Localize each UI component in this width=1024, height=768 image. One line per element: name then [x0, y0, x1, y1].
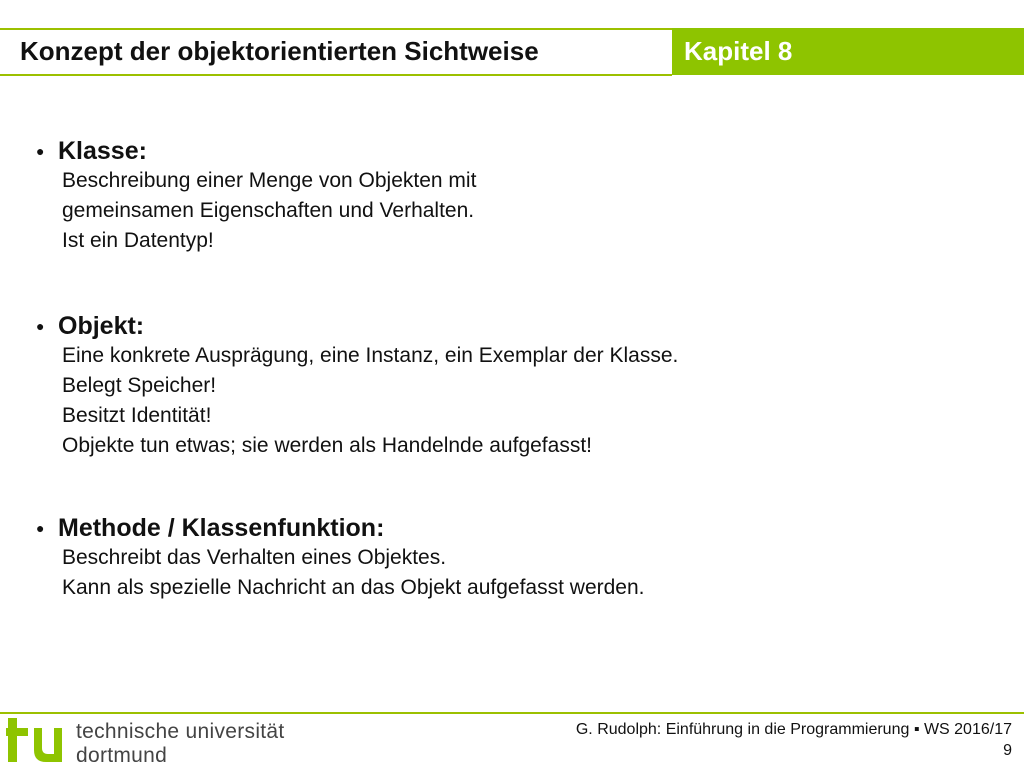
section-methode: [36, 513, 645, 603]
slide-title: Konzept der objektorientierten Sichtweise: [20, 36, 539, 66]
bullet-icon: ●: [36, 520, 45, 536]
section-objekt: [36, 311, 678, 461]
chapter-label: Kapitel 8: [684, 36, 793, 66]
body-line: Ist ein Datentyp!: [62, 229, 214, 252]
heading-text: Klasse:: [58, 137, 147, 165]
heading-text: Objekt:: [58, 312, 145, 340]
footer-rule: [0, 712, 1024, 714]
section-heading: [36, 136, 476, 166]
section-heading: [36, 513, 645, 543]
logo-text-line2: dortmund: [76, 744, 168, 767]
heading-text: Methode / Klassenfunktion:: [58, 514, 385, 542]
body-line: Eine konkrete Ausprägung, eine Instanz, ein Exemplar der Klasse.: [62, 344, 679, 367]
bullet-icon: ●: [36, 318, 45, 334]
body-line: Kann als spezielle Nachricht an das Objekt aufgefasst werden.: [62, 576, 645, 599]
body-line: Beschreibt das Verhalten eines Objektes.: [62, 546, 447, 569]
page-number: 9: [1003, 742, 1012, 759]
body-line: Besitzt Identität!: [62, 404, 212, 427]
chapter-badge: [672, 28, 1024, 75]
footer-credit: G. Rudolph: Einführung in die Programmierung ▪ WS 2016/17: [575, 721, 1012, 738]
section-klasse: [36, 136, 476, 256]
body-line: Belegt Speicher!: [62, 374, 217, 397]
body-line: gemeinsamen Eigenschaften und Verhalten.: [62, 199, 475, 222]
bullet-icon: ●: [36, 143, 45, 159]
section-heading: [36, 311, 678, 341]
body-line: Beschreibung einer Menge von Objekten mit: [62, 169, 477, 192]
body-line: Objekte tun etwas; sie werden als Handelnde aufgefasst!: [62, 434, 592, 457]
logo-text-line1: technische universität: [76, 720, 285, 743]
logo-text: [76, 720, 285, 768]
header-bottom-rule: [0, 74, 672, 76]
